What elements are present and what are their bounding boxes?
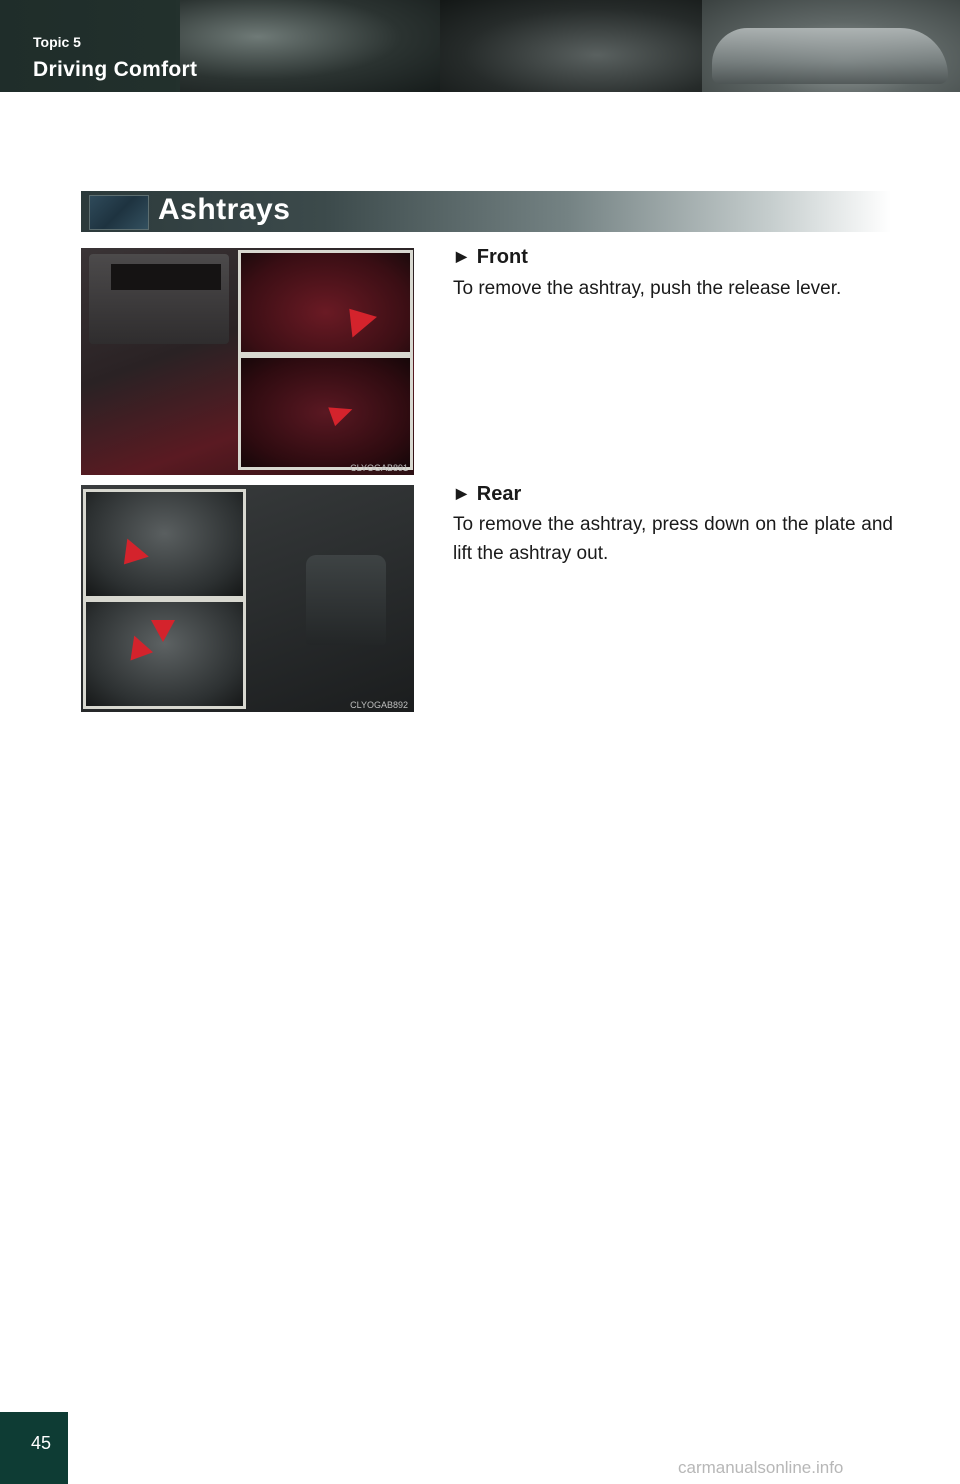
page-number: 45: [31, 1433, 52, 1453]
triangle-bullet-icon: ▶: [456, 248, 467, 264]
header-photo-door: [180, 0, 440, 92]
front-instructions: To remove the ashtray, push the release lever.: [453, 278, 842, 299]
watermark[interactable]: carmanualsonline.info: [678, 1458, 844, 1477]
car-silhouette: [712, 28, 948, 84]
rear-ashtray-figure: [81, 485, 414, 712]
rear-detail-inset-top: [83, 489, 246, 599]
figure-code: CLYOGAB891: [350, 463, 408, 473]
press-down-arrow-icon: [151, 620, 175, 642]
front-detail-inset-top: [238, 250, 413, 355]
topic-title: Driving Comfort: [33, 58, 198, 81]
console-display: [111, 264, 221, 290]
front-heading: [456, 246, 528, 269]
header-photo-interior: [440, 0, 702, 92]
rear-heading-label: Rear: [476, 483, 522, 505]
rear-instructions: To remove the ashtray, press down on the plate and lift the ashtray out.: [453, 514, 893, 564]
section-swatch: [89, 195, 149, 230]
triangle-bullet-icon: ▶: [456, 485, 467, 501]
topic-label: Topic 5: [33, 34, 81, 50]
figure-code: CLYOGAB892: [350, 700, 408, 710]
rear-console: [306, 555, 386, 645]
front-ashtray-figure: [81, 248, 414, 475]
rear-heading: [456, 483, 521, 506]
front-detail-inset-bottom: [238, 355, 413, 470]
section-title: Ashtrays: [158, 193, 291, 226]
front-heading-label: Front: [476, 246, 528, 268]
center-console: [89, 254, 229, 344]
rear-detail-inset-bottom: [83, 599, 246, 709]
